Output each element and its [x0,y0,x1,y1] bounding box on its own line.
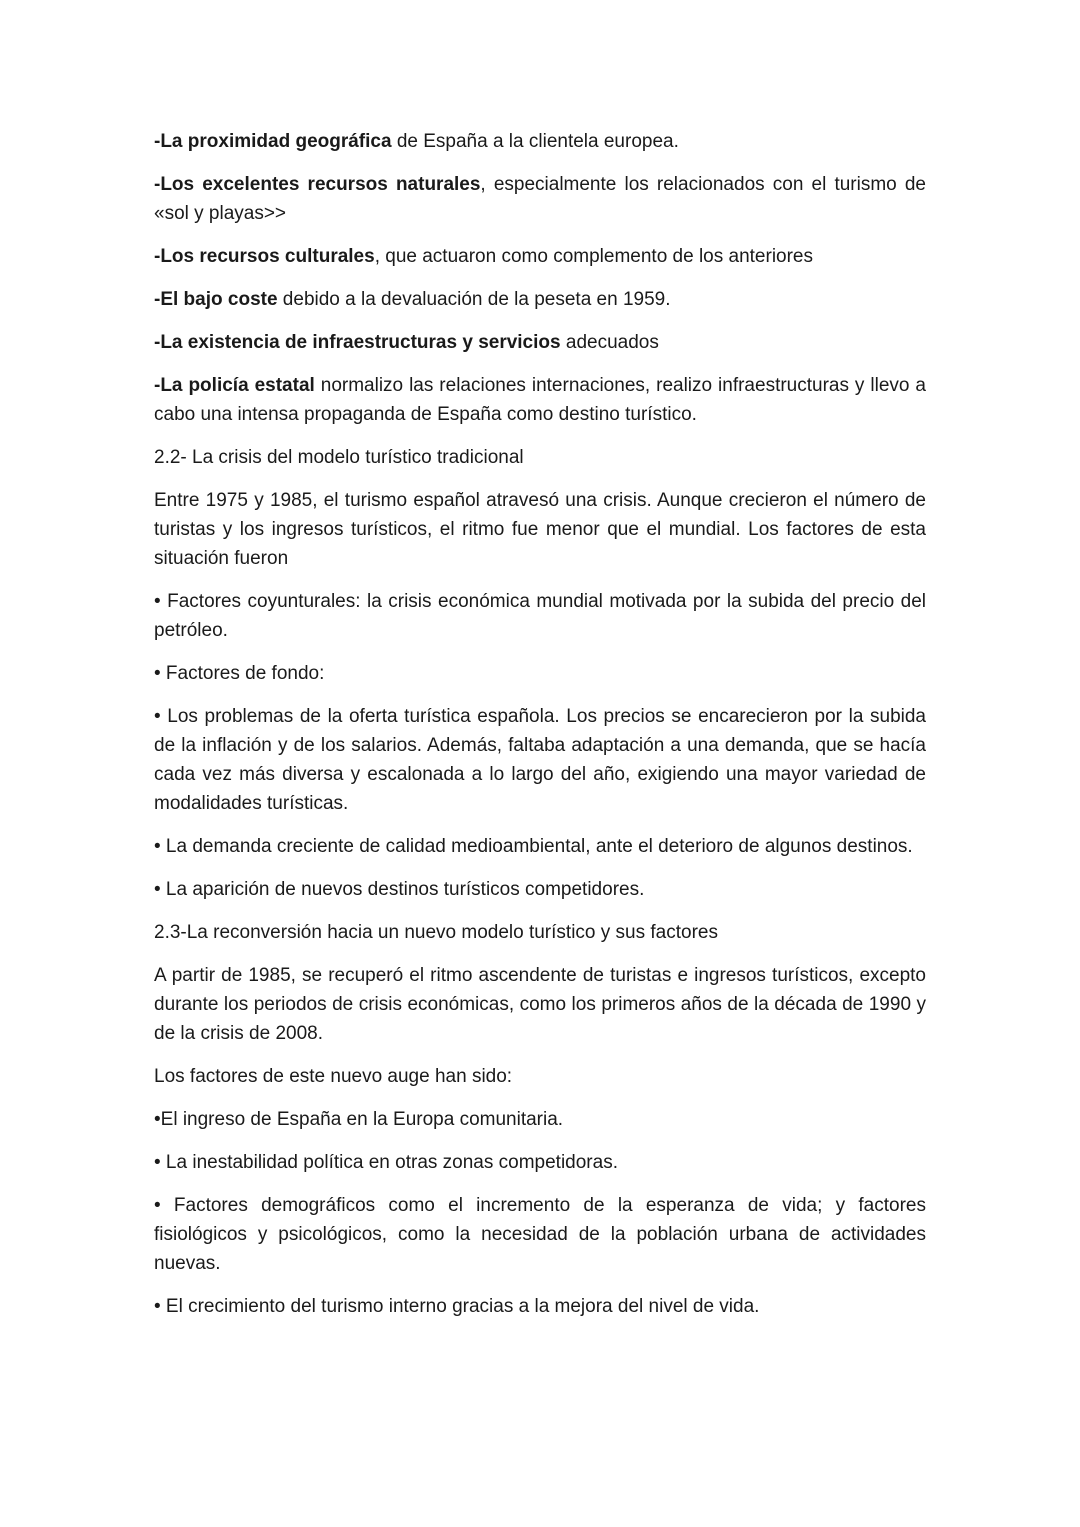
section-2-3-lead: Los factores de este nuevo auge han sido: [154,1066,513,1087]
factor-title: -La policía estatal [154,375,315,396]
factor-title: -La proximidad geográfica [154,131,392,152]
factor-politica-estatal [154,371,926,429]
factor-text: , especialmente los relacionados con el turismo de «sol y playas>> [154,174,926,224]
list-item: • La aparición de nuevos destinos turísticos competidores. [154,879,645,900]
list-item: • Factores demográficos como el incremento de la esperanza de vida; y factores fisiológicos y psicológicos, como la necesidad de la población urbana de actividades nuevas. [154,1195,926,1274]
list-item: • Los problemas de la oferta turística española. Los precios se encarecieron por la subida de la inflación y de los salarios. Además, faltaba adaptación a una demanda, que se hacía cada vez más diversa y escalonada a lo largo del año, exigiendo una mayor variedad de modalidades turísticas. [154,706,926,814]
section-heading-2-3: 2.3-La reconversión hacia un nuevo modelo turístico y sus factores [154,922,718,943]
list-item: •El ingreso de España en la Europa comunitaria. [154,1109,564,1130]
factor-recursos-naturales [154,170,926,228]
factor-text: , que actuaron como complemento de los anteriores [374,246,814,267]
factor-text: debido a la devaluación de la peseta en 1959. [277,289,671,310]
section-heading-2-2: 2.2- La crisis del modelo turístico tradicional [154,447,524,468]
factor-infraestructuras [154,328,926,357]
factor-title: -La existencia de infraestructuras y servicios [154,332,561,353]
factor-text: de España a la clientela europea. [391,131,679,152]
factor-text: normalizo las relaciones internaciones, realizo infraestructuras y llevo a cabo una intensa propaganda de España como destino turístico. [154,375,926,425]
section-2-3-intro: A partir de 1985, se recuperó el ritmo ascendente de turistas e ingresos turísticos, excepto durante los periodos de crisis económicas, como los primeros años de la década de 1990 y de la crisis de 2008. [154,965,926,1044]
factor-bajo-coste [154,285,926,314]
factor-proximidad [154,127,926,156]
factor-recursos-culturales [154,242,926,271]
list-item: • Factores de fondo: [154,663,325,684]
list-item: • El crecimiento del turismo interno gracias a la mejora del nivel de vida. [154,1296,760,1317]
list-item: • La inestabilidad política en otras zonas competidoras. [154,1152,618,1173]
factor-title: -Los excelentes recursos naturales [154,174,481,195]
factor-text: adecuados [560,332,659,353]
section-2-2-intro: Entre 1975 y 1985, el turismo español atravesó una crisis. Aunque crecieron el número de turistas y los ingresos turísticos, el ritmo fue menor que el mundial. Los factores de esta situación fueron [154,490,926,569]
list-item: • La demanda creciente de calidad medioambiental, ante el deterioro de algunos destinos. [154,836,913,857]
factor-title: -El bajo coste [154,289,278,310]
factor-title: -Los recursos culturales [154,246,375,267]
list-item: • Factores coyunturales: la crisis económica mundial motivada por la subida del precio del petróleo. [154,591,926,641]
